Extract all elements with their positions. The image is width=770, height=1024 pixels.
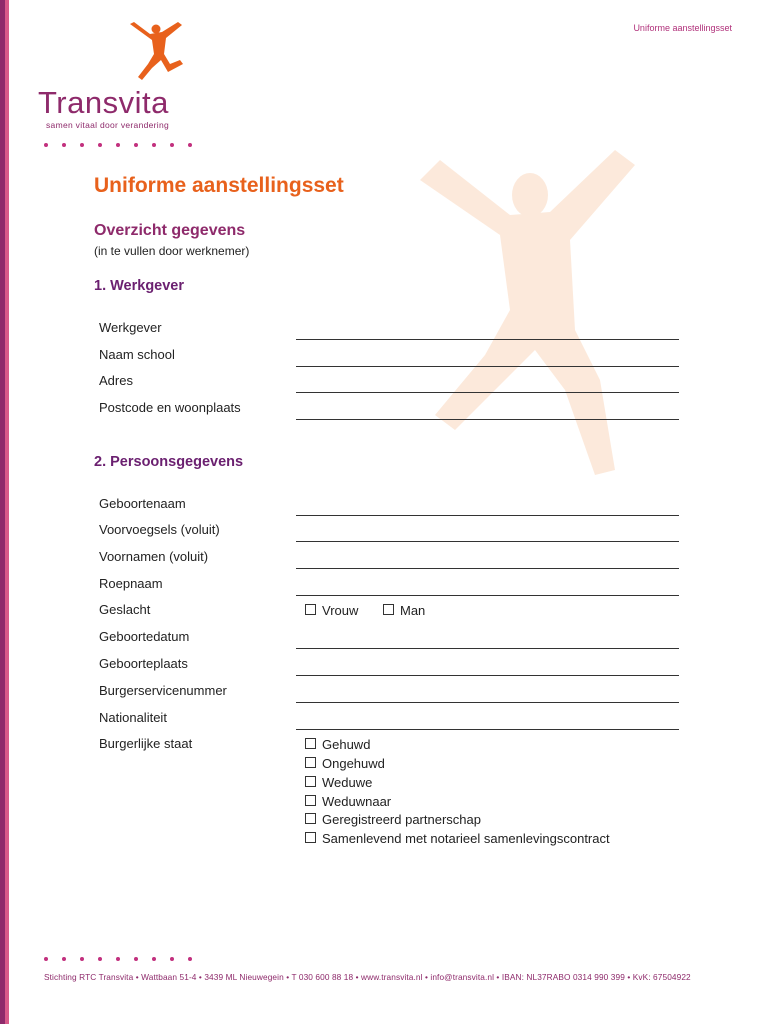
- option-label: Ongehuwd: [322, 756, 385, 771]
- section-heading-persoonsgegevens: 2. Persoonsgegevens: [94, 454, 244, 470]
- field-row-adres: [99, 371, 679, 393]
- naam-school-input-line[interactable]: [296, 366, 679, 367]
- jumping-figure-icon: [128, 20, 188, 88]
- option-label: Geregistreerd partnerschap: [322, 812, 481, 827]
- field-label: Naam school: [99, 347, 175, 362]
- checkbox[interactable]: [305, 832, 316, 843]
- option-label: Weduwe: [322, 775, 373, 790]
- field-row-geboorteplaats: [99, 654, 679, 676]
- header-doc-title: Uniforme aanstellingsset: [633, 23, 732, 33]
- section-heading-werkgever: 1. Werkgever: [94, 278, 185, 294]
- field-row-werkgever: [99, 318, 679, 340]
- field-row-roepnaam: [99, 574, 679, 596]
- option-label: Man: [400, 603, 426, 618]
- page-subtitle: Overzicht gegevens: [94, 222, 246, 239]
- marital-option-ongehuwd[interactable]: [305, 756, 385, 771]
- checkbox[interactable]: [305, 604, 316, 615]
- field-label: Werkgever: [99, 320, 162, 335]
- bsn-input-line[interactable]: [296, 702, 679, 703]
- field-label: Geslacht: [99, 602, 151, 617]
- roepnaam-input-line[interactable]: [296, 595, 679, 596]
- field-row-geboortenaam: [99, 494, 679, 516]
- decorative-dots-bottom: [44, 957, 192, 961]
- field-label: Geboortenaam: [99, 496, 186, 511]
- marital-option-weduwnaar[interactable]: [305, 794, 391, 809]
- option-label: Samenlevend met notarieel samenlevingscontract: [322, 831, 610, 846]
- field-label: Burgerservicenummer: [99, 683, 227, 698]
- field-row-voorvoegsels: [99, 520, 679, 542]
- geboortedatum-input-line[interactable]: [296, 648, 679, 649]
- field-label: Adres: [99, 373, 133, 388]
- geboorteplaats-input-line[interactable]: [296, 675, 679, 676]
- field-label: Roepnaam: [99, 576, 163, 591]
- checkbox[interactable]: [305, 795, 316, 806]
- marital-option-geregistreerd-partnerschap[interactable]: [305, 812, 481, 827]
- field-label: Voorvoegsels (voluit): [99, 522, 220, 537]
- field-label: Voornamen (voluit): [99, 549, 209, 564]
- checkbox[interactable]: [383, 604, 394, 615]
- left-accent-bar: [0, 0, 9, 1024]
- checkbox[interactable]: [305, 776, 316, 787]
- field-row-voornamen: [99, 547, 679, 569]
- fill-in-note: (in te vullen door werknemer): [94, 244, 250, 258]
- logo-tagline: samen vitaal door verandering: [46, 120, 170, 130]
- marital-option-samenlevend[interactable]: [305, 831, 610, 846]
- page-title: Uniforme aanstellingsset: [94, 174, 344, 197]
- marital-option-gehuwd[interactable]: [305, 737, 370, 752]
- field-label: Burgerlijke staat: [99, 736, 193, 751]
- field-label: Nationaliteit: [99, 710, 167, 725]
- field-row-bsn: [99, 681, 679, 703]
- checkbox[interactable]: [305, 738, 316, 749]
- field-row-geboortedatum: [99, 627, 679, 649]
- field-row-nationaliteit: [99, 708, 679, 730]
- postcode-woonplaats-input-line[interactable]: [296, 419, 679, 420]
- field-label: Geboorteplaats: [99, 656, 188, 671]
- gender-option-man[interactable]: [383, 603, 425, 618]
- jumping-figure-watermark-icon: [400, 140, 650, 480]
- option-label: Weduwnaar: [322, 794, 392, 809]
- voorvoegsels-input-line[interactable]: [296, 541, 679, 542]
- field-label: Postcode en woonplaats: [99, 400, 241, 415]
- gender-option-vrouw[interactable]: [305, 603, 358, 618]
- field-row-postcode-woonplaats: [99, 398, 679, 420]
- footer-contact-info: Stichting RTC Transvita • Wattbaan 51-4 • 3439 ML Nieuwegein • T 030 600 88 18 • www.transvita.nl • info@transvita.nl • IBAN: NL37RABO 0314 990 399 • KvK: 67504922: [44, 972, 691, 982]
- option-label: Vrouw: [322, 603, 359, 618]
- adres-input-line[interactable]: [296, 392, 679, 393]
- checkbox[interactable]: [305, 813, 316, 824]
- transvita-logo: [38, 20, 198, 130]
- logo-wordmark: Transvita: [38, 85, 169, 120]
- decorative-dots-top: [44, 143, 192, 147]
- werkgever-input-line[interactable]: [296, 339, 679, 340]
- nationaliteit-input-line[interactable]: [296, 729, 679, 730]
- geboortenaam-input-line[interactable]: [296, 515, 679, 516]
- checkbox[interactable]: [305, 757, 316, 768]
- option-label: Gehuwd: [322, 737, 371, 752]
- marital-option-weduwe[interactable]: [305, 775, 372, 790]
- voornamen-input-line[interactable]: [296, 568, 679, 569]
- field-label: Geboortedatum: [99, 629, 190, 644]
- field-row-naam-school: [99, 345, 679, 367]
- field-row-burgerlijke-staat: [99, 734, 679, 756]
